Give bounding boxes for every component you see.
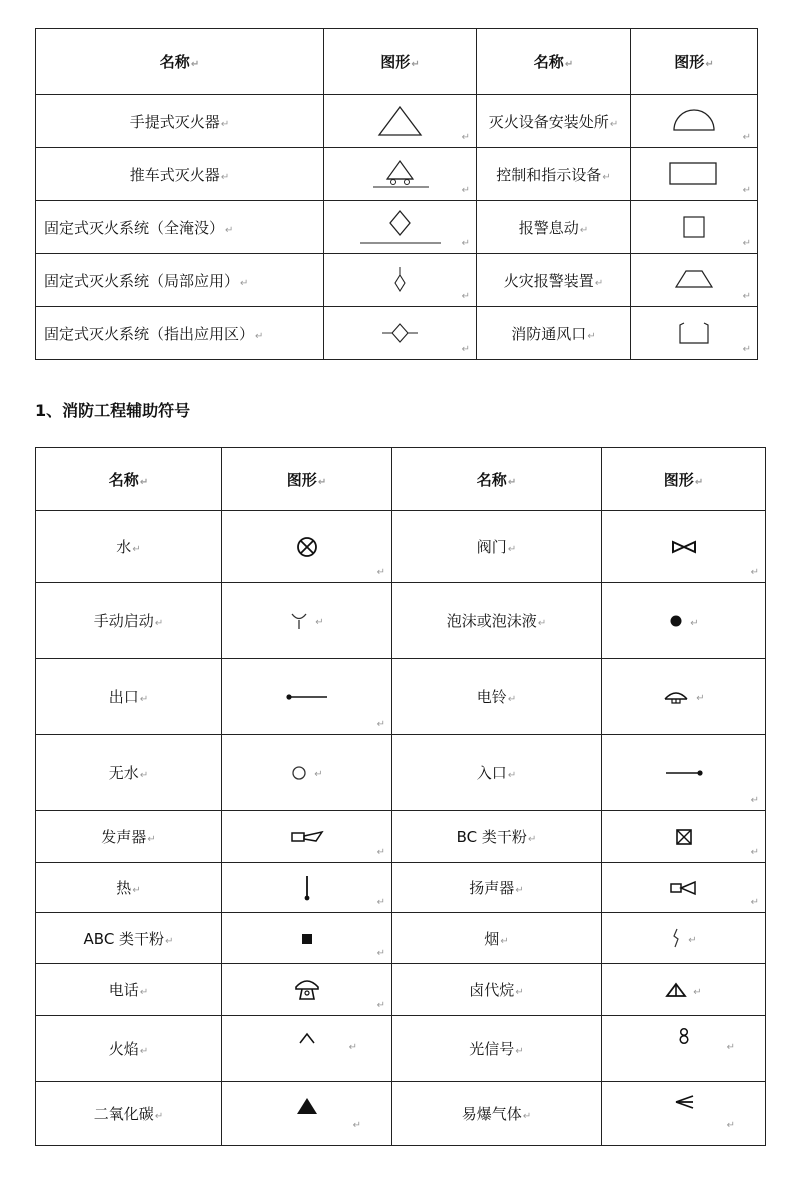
filled-dot-icon	[668, 613, 684, 629]
thermometer-icon	[302, 874, 312, 902]
header-figure-2: 图形↵	[631, 29, 758, 95]
bracket-opening-icon	[674, 319, 714, 347]
symbol-name: 消防通风口↵	[477, 307, 631, 360]
symbol-figure: ↵	[222, 583, 392, 659]
symbol-figure: ↵	[324, 201, 477, 254]
symbol-name: 卤代烷↵	[392, 964, 602, 1016]
symbol-figure: ↵	[631, 95, 758, 148]
symbol-figure: ↵	[222, 735, 392, 811]
table-header-row	[36, 29, 758, 95]
table-row	[36, 511, 766, 583]
boxed-x-icon	[674, 827, 694, 847]
symbol-name: 水↵	[36, 511, 222, 583]
symbol-figure: ↵	[222, 511, 392, 583]
line-dot-left-icon	[285, 691, 329, 703]
table-row	[36, 583, 766, 659]
symbol-figure: ↵	[222, 964, 392, 1016]
symbol-name: 入口↵	[392, 735, 602, 811]
table-row	[36, 201, 758, 254]
symbol-name: 火灾报警装置↵	[477, 254, 631, 307]
table-row	[36, 863, 766, 913]
header-name-2: 名称↵	[392, 448, 602, 511]
sounder-icon	[290, 830, 324, 844]
wide-rectangle-icon	[666, 159, 722, 189]
symbol-figure: ↵	[222, 811, 392, 863]
symbol-figure: ↵	[324, 95, 477, 148]
symbol-figure: ↵	[324, 148, 477, 201]
header-figure-1: 图形↵	[222, 448, 392, 511]
symbol-name: BC 类干粉↵	[392, 811, 602, 863]
table-row	[36, 913, 766, 964]
explosive-gas-icon	[673, 1094, 695, 1110]
symbol-name: 控制和指示设备↵	[477, 148, 631, 201]
caret-icon	[297, 1031, 317, 1045]
symbol-name: ABC 类干粉↵	[36, 913, 222, 964]
diamond-line-icon	[355, 207, 445, 247]
symbol-name: 固定式灭火系统（局部应用）↵	[36, 254, 324, 307]
triangle-icon	[375, 104, 425, 138]
symbol-figure: ↵	[602, 1082, 766, 1146]
symbol-name: 手提式灭火器↵	[36, 95, 324, 148]
bell-icon	[662, 688, 690, 706]
symbol-name: 泡沫或泡沫液↵	[392, 583, 602, 659]
symbol-figure: ↵	[222, 863, 392, 913]
symbol-figure: ↵	[602, 811, 766, 863]
table-row	[36, 964, 766, 1016]
symbol-name: 烟↵	[392, 913, 602, 964]
cart-triangle-icon	[365, 157, 435, 191]
smoke-icon	[670, 927, 682, 949]
symbol-figure: ↵	[602, 583, 766, 659]
header-name-2: 名称↵	[477, 29, 631, 95]
symbol-figure: ↵	[602, 863, 766, 913]
table-row	[36, 659, 766, 735]
symbol-name: 手动启动↵	[36, 583, 222, 659]
line-dot-right-icon	[664, 767, 704, 779]
symbol-figure: ↵	[222, 1082, 392, 1146]
filled-square-icon	[299, 931, 315, 947]
light-signal-icon	[677, 1027, 691, 1045]
symbol-name: 电话↵	[36, 964, 222, 1016]
speaker-icon	[669, 880, 699, 896]
table-row	[36, 95, 758, 148]
table-row	[36, 735, 766, 811]
telephone-icon	[293, 978, 321, 1002]
symbol-name: 灭火设备安装处所↵	[477, 95, 631, 148]
filled-triangle-icon	[295, 1096, 319, 1116]
halon-triangle-icon	[665, 982, 687, 998]
symbol-name: 扬声器↵	[392, 863, 602, 913]
symbol-name: 二氧化碳↵	[36, 1082, 222, 1146]
header-figure-1: 图形↵	[324, 29, 477, 95]
symbol-name: 热↵	[36, 863, 222, 913]
symbol-figure: ↵	[602, 964, 766, 1016]
symbol-figure: ↵	[222, 913, 392, 964]
symbol-name: 出口↵	[36, 659, 222, 735]
table-row	[36, 1082, 766, 1146]
symbol-name: 光信号↵	[392, 1016, 602, 1082]
table-row	[36, 811, 766, 863]
header-figure-2: 图形↵	[602, 448, 766, 511]
trapezoid-icon	[672, 267, 716, 293]
table-row	[36, 254, 758, 307]
table-row	[36, 1016, 766, 1082]
symbol-figure: ↵	[602, 511, 766, 583]
symbol-name: 报警息动↵	[477, 201, 631, 254]
auxiliary-symbol-table	[35, 447, 766, 1146]
small-square-icon	[679, 212, 709, 242]
symbol-figure: ↵	[631, 148, 758, 201]
circle-x-icon	[295, 535, 319, 559]
symbol-name: 固定式灭火系统（指出应用区）↵	[36, 307, 324, 360]
symbol-figure: ↵	[222, 1016, 392, 1082]
bowtie-icon	[671, 540, 697, 554]
symbol-figure: ↵	[631, 201, 758, 254]
symbol-name: 无水↵	[36, 735, 222, 811]
symbol-name: 易爆气体↵	[392, 1082, 602, 1146]
table-header-row	[36, 448, 766, 511]
small-diamond-stem-icon	[390, 265, 410, 295]
symbol-figure: ↵	[602, 735, 766, 811]
header-name-1: 名称↵	[36, 448, 222, 511]
symbol-name: 固定式灭火系统（全淹没）↵	[36, 201, 324, 254]
symbol-figure: ↵	[324, 307, 477, 360]
symbol-figure: ↵	[222, 659, 392, 735]
diamond-arrows-icon	[380, 318, 420, 348]
open-circle-icon	[290, 764, 308, 782]
symbol-figure: ↵	[602, 659, 766, 735]
symbol-name: 电铃↵	[392, 659, 602, 735]
symbol-figure: ↵	[324, 254, 477, 307]
symbol-name: 火焰↵	[36, 1016, 222, 1082]
section-heading: 1、消防工程辅助符号	[35, 401, 191, 420]
symbol-figure: ↵	[602, 913, 766, 964]
fire-equipment-symbol-table	[35, 28, 758, 360]
symbol-figure: ↵	[602, 1016, 766, 1082]
header-name-1: 名称↵	[36, 29, 324, 95]
table-row	[36, 307, 758, 360]
symbol-figure: ↵	[631, 254, 758, 307]
half-circle-icon	[669, 106, 719, 136]
symbol-figure: ↵	[631, 307, 758, 360]
symbol-name: 阀门↵	[392, 511, 602, 583]
symbol-name: 发声器↵	[36, 811, 222, 863]
symbol-name: 推车式灭火器↵	[36, 148, 324, 201]
y-shape-icon	[289, 611, 309, 631]
table-row	[36, 148, 758, 201]
